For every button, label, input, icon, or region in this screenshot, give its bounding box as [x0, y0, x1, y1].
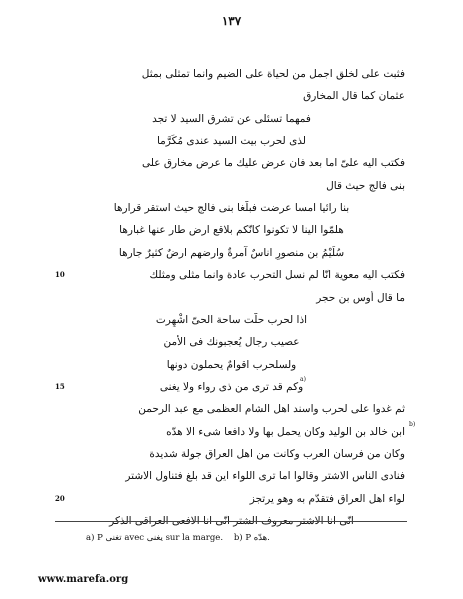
verse-line: اذا لحرب حلّت ساحة الحىّ اشْهِرت [155, 314, 308, 326]
footer-url: www.marefa.org [38, 574, 129, 585]
verse-line: وكم قد ترى من ذى رواء ولا يغنى [159, 381, 304, 393]
line-number: 20 [55, 494, 65, 503]
footnote-a-rest: sur la marge. [165, 533, 224, 543]
verse-line: عصيب رجال يُعجبونك فى الأمن [163, 336, 300, 348]
footnote-b-source: P [245, 533, 252, 543]
line-number: 10 [55, 270, 65, 279]
footnote-marker: a) [300, 376, 306, 383]
verse-line: فمهما تسئلى عن تشرق السيد لا تجد [152, 113, 311, 125]
verse-line: انّى انا الاشتر معروف الشتر انّى انا الافعى العراقى الذكر [109, 515, 354, 527]
footnote-b-word: هدّه [253, 533, 268, 543]
text-line: فكتب اليه معوية انّا لم نسل التحرب عادة وانما مثلى ومثلك [149, 269, 405, 281]
footnote-b-end: . [267, 533, 270, 543]
text-line: فنادى الناس الاشتر وقالوا اما ترى اللواء اين قد بلغ فتناول الاشتر [125, 470, 405, 482]
text-line: ابن خالد بن الوليد وكان يحمل بها ولا دافعا شىء الا هدّه [166, 426, 405, 438]
footnote-a-source: P [97, 533, 103, 543]
text-line: بنى فالج حيث قال [326, 180, 405, 192]
text-line: ثم غدوا على لحرب واسند اهل الشام العظمى مع عبد الرحمن [138, 403, 405, 415]
footnote-rule [55, 521, 407, 522]
footnote-a-word2: يغنى [146, 533, 163, 543]
text-line: عثمان كما قال المخارق [303, 90, 405, 102]
page-number: ١٣٧ [221, 14, 242, 28]
verse-line: لذى لحرب بيت السيد عندى مُكَرَّما [156, 135, 307, 147]
text-line: فكتب اليه علىّ اما بعد فان عرض عليك ما عرض مخارق على [142, 157, 405, 169]
verse-line: ولسلحرب اقوامٌ يحملون دونها [166, 359, 297, 371]
footnote-marker: b) [409, 421, 416, 428]
line-number: 15 [55, 382, 65, 391]
text-line: ما قال أوس بن حجر [316, 292, 405, 304]
text-line: فثبت على لخلق اجمل من لحياة على الضيم وانما تمثلى بمثل [141, 68, 405, 80]
footnote-a-label: a) [86, 533, 95, 543]
footnote-b-label: b) [233, 533, 243, 543]
verse-line: بنا رائيا امسا عرضت فبلّغا بنى فالج حيث استقر قرارها [113, 202, 350, 214]
verse-line: هلمّوا الينا لا تكونوا كانّكم بلاقع ارض طار عنها غبارها [119, 224, 344, 236]
text-line: وكان من فرسان العرب وكانت من اهل العراق جولة شديدة [149, 448, 405, 460]
footnote-a-word: تغنى [105, 533, 122, 543]
footnotes [86, 533, 270, 543]
verse-line: سُلَيْمُ بن منصورٍ اناسٌ آمرةٌ وارضهم ارضٌ كثيرٌ جارها [118, 247, 345, 259]
text-line: لواء اهل العراق فتقدّم به وهو يرتجز [249, 493, 405, 505]
footnote-a-text: avec [124, 533, 145, 543]
